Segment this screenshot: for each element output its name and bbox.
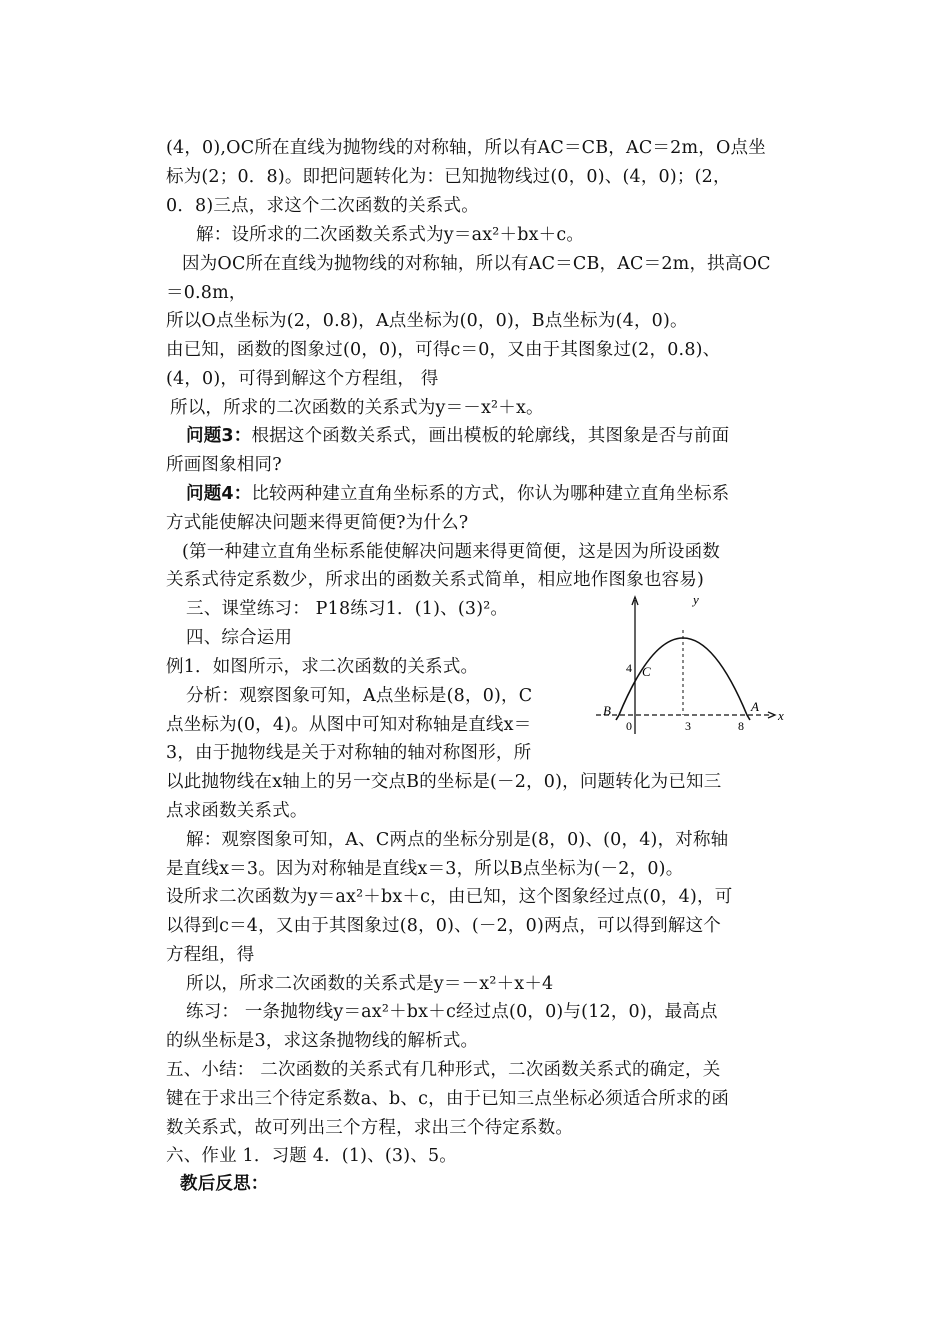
- tick-3-label: 3: [685, 719, 691, 733]
- text-line: 例1．如图所示，求二次函数的关系式。: [166, 657, 479, 677]
- text-line: 六、作业 1．习题 4．(1)、(3)、5。: [166, 1146, 458, 1166]
- text-line: 以此抛物线在x轴上的另一交点B的坐标是(－2，0)，问题转化为已知三: [166, 772, 722, 792]
- text-line: 3，由于抛物线是关于对称轴的轴对称图形，所: [166, 743, 532, 763]
- reflection-label: 教后反思：: [180, 1174, 269, 1194]
- point-c-label: C: [642, 664, 651, 679]
- text-line: 以得到c＝4，又由于其图象过(8，0)、(－2，0)两点，可以得到解这个: [166, 916, 721, 936]
- text-line: 点坐标为(0，4)。从图中可知对称轴是直线x＝: [166, 715, 532, 735]
- x-axis-label: x: [778, 708, 784, 723]
- text-line: 所以，所求二次函数的关系式是y＝－x²＋x＋4: [186, 974, 554, 994]
- text-line: 所以，所求的二次函数的关系式为y＝－x²＋x。: [170, 398, 544, 418]
- text-line: 标为(2；0．8)。即把问题转化为：已知抛物线过(0，0)、(4，0)；(2，: [166, 167, 731, 187]
- text-line: 的纵坐标是3，求这条抛物线的解析式。: [166, 1031, 479, 1051]
- text-line: 键在于求出三个待定系数a、b、c，由于已知三点坐标必须适合所求的函: [166, 1089, 730, 1109]
- point-b-label: B: [603, 703, 611, 718]
- text-line: 方式能使解决问题来得更简便?为什么?: [166, 513, 469, 533]
- text-line: 所画图象相同?: [166, 455, 282, 475]
- tick-4-label: 4: [626, 661, 632, 675]
- x-axis-arrow-icon: [768, 712, 775, 718]
- question-4: [186, 482, 729, 506]
- text-line: ＝0.8m，: [166, 283, 247, 303]
- text-line: (第一种建立直角坐标系能使解决问题来得更简便，这是因为所设函数: [182, 542, 721, 562]
- text-line: 0．8)三点，求这个二次函数的关系式。: [166, 196, 479, 216]
- reflection-heading: [180, 1172, 269, 1196]
- text-line: 设所求二次函数为y＝ax²＋bx＋c，由已知，这个图象经过点(0，4)，可: [166, 887, 733, 907]
- section-heading: 三、课堂练习： P18练习1．(1)、(3)²。: [186, 599, 509, 619]
- section-heading: 四、综合运用: [186, 628, 293, 648]
- tick-8-label: 8: [738, 719, 744, 733]
- question-3: [186, 424, 729, 448]
- text-line: 所以O点坐标为(2，0.8)，A点坐标为(0，0)，B点坐标为(4，0)。: [166, 311, 688, 331]
- question-4-label: 问题4：: [186, 484, 252, 504]
- text-line: (4，0),OC所在直线为抛物线的对称轴，所以有AC＝CB，AC＝2m，O点坐: [166, 138, 766, 158]
- text-line: 解：观察图象可知，A、C两点的坐标分别是(8，0)、(0，4)，对称轴: [186, 830, 729, 850]
- text-line: 数关系式，故可列出三个方程，求出三个待定系数。: [166, 1118, 574, 1138]
- origin-label: 0: [626, 719, 632, 733]
- text-line: 五、小结： 二次函数的关系式有几种形式，二次函数关系式的确定，关: [166, 1060, 721, 1080]
- text-line: (4，0)，可得到解这个方程组， 得: [166, 369, 439, 389]
- text-line: 由已知，函数的图象过(0，0)，可得c＝0，又由于其图象过(2，0.8)、: [166, 340, 721, 360]
- text-line: 点求函数关系式。: [166, 801, 308, 821]
- text-line: 方程组，得: [166, 945, 255, 965]
- text-line: 关系式待定系数少，所求出的函数关系式简单，相应地作图象也容易): [166, 570, 705, 590]
- text-line: 解：设所求的二次函数关系式为y＝ax²＋bx＋c。: [196, 225, 585, 245]
- question-3-text: 根据这个函数关系式，画出模板的轮廓线，其图象是否与前面: [251, 426, 730, 446]
- text-line: 是直线x＝3。因为对称轴是直线x＝3，所以B点坐标为(－2，0)。: [166, 859, 684, 879]
- text-line: 练习： 一条抛物线y＝ax²＋bx＋c经过点(0，0)与(12，0)，最高点: [186, 1002, 718, 1022]
- question-3-label: 问题3：: [186, 426, 252, 446]
- y-axis-label: y: [693, 594, 699, 607]
- question-4-text: 比较两种建立直角坐标系的方式，你认为哪种建立直角坐标系: [251, 484, 730, 504]
- parabola-figure: [592, 594, 788, 738]
- point-a-label: A: [751, 699, 759, 714]
- text-line: 因为OC所在直线为抛物线的对称轴，所以有AC＝CB，AC＝2m，拱高OC: [182, 254, 771, 274]
- text-line: 分析：观察图象可知，A点坐标是(8，0)，C: [186, 686, 533, 706]
